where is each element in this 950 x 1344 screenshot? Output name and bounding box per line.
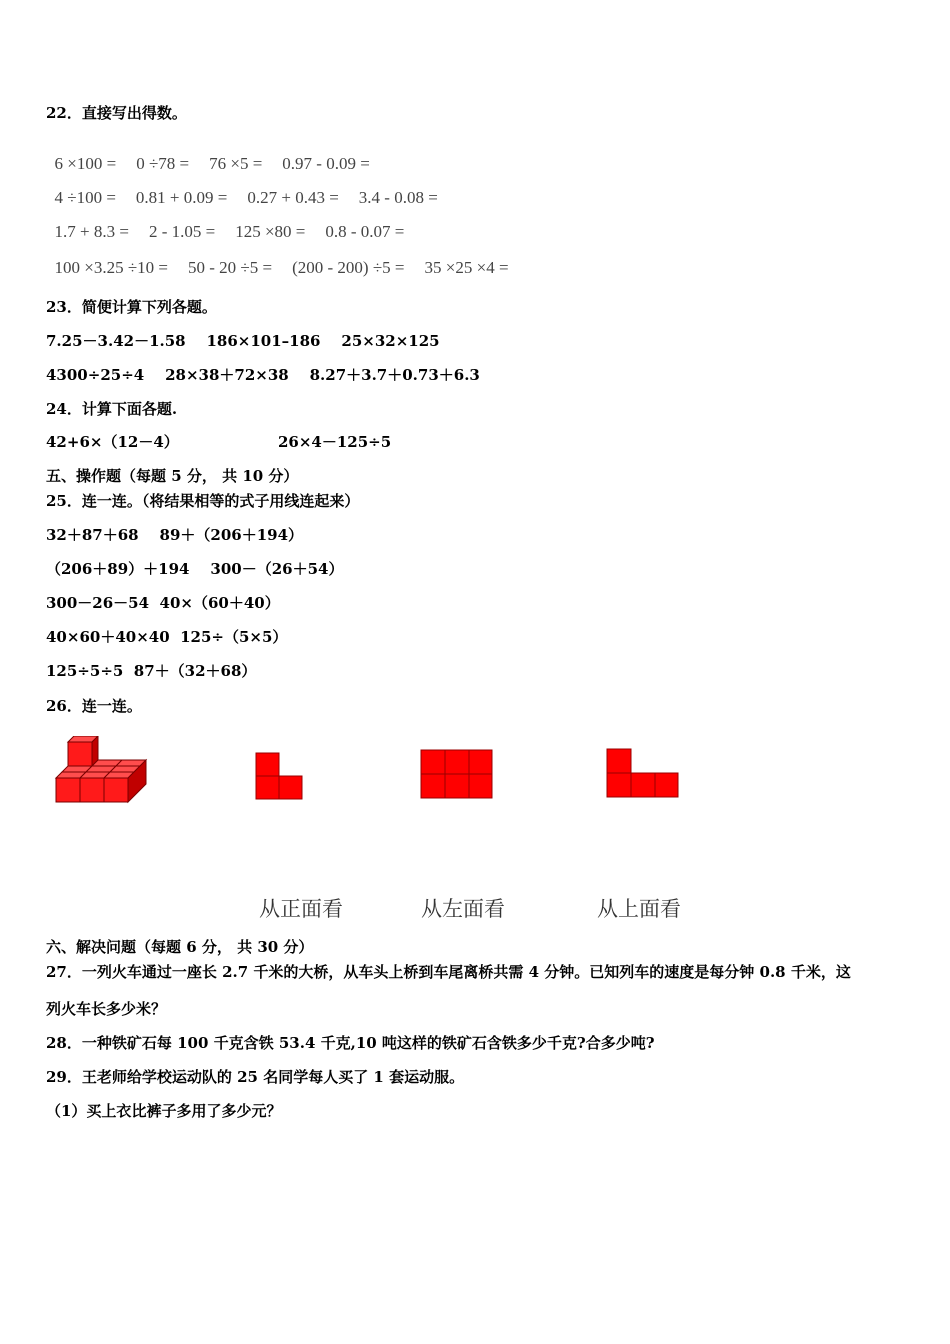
cube-stack-figure — [52, 736, 152, 812]
q22-item: 125 ×80 = — [235, 222, 306, 241]
left-view-shape — [420, 749, 494, 801]
q22-item: 3.4 - 0.08 = — [358, 188, 438, 207]
q25-line-4: 40×60＋40×40 125÷（5×5） — [46, 628, 288, 646]
section-5-heading: 五、操作题（每题 5 分， 共 10 分） — [46, 467, 299, 485]
label-front-view: 从正面看 — [259, 897, 343, 921]
q23-line-1: 7.25－3.42－1.58 186×101–186 25×32×125 — [46, 332, 440, 350]
q22-row-3 — [46, 202, 424, 242]
q22-item: 4 ÷100 = — [54, 188, 116, 207]
q22-item: (200 - 200) ÷5 = — [292, 258, 405, 277]
q22-title: 22．直接写出得数。 — [46, 104, 187, 122]
q29-title: 29．王老师给学校运动队的 25 名同学每人买了 1 套运动服。 — [46, 1068, 465, 1086]
q28-text: 28．一种铁矿石每 100 千克含铁 53.4 千克,10 吨这样的铁矿石含铁多少千克?合多少吨? — [46, 1034, 655, 1052]
top-view-shape — [606, 748, 680, 800]
label-top-view: 从上面看 — [597, 897, 681, 921]
q22-item: 1.7 + 8.3 = — [54, 222, 129, 241]
q22-item: 0 ÷78 = — [136, 154, 190, 173]
q22-item: 100 ×3.25 ÷10 = — [54, 258, 169, 277]
q22-item: 76 ×5 = — [209, 154, 263, 173]
q27-line-2: 列火车长多少米？ — [46, 1000, 167, 1018]
q22-row-4 — [46, 238, 529, 278]
q22-item: 0.81 + 0.09 = — [135, 188, 228, 207]
q25-line-5: 125÷5÷5 87＋（32＋68） — [46, 662, 257, 680]
q24-title: 24．计算下面各题. — [46, 400, 178, 418]
q25-title: 25．连一连。（将结果相等的式子用线连起来） — [46, 492, 360, 510]
q22-item: 2 - 1.05 = — [148, 222, 216, 241]
q22-item: 0.97 - 0.09 = — [282, 154, 370, 173]
q25-line-2: （206＋89）＋194 300－（26＋54） — [46, 560, 344, 578]
q22-item: 35 ×25 ×4 = — [424, 258, 509, 277]
q29-sub-1: （1）买上衣比裤子多用了多少元？ — [46, 1102, 282, 1120]
q26-title: 26．连一连。 — [46, 697, 142, 715]
q22-item: 50 - 20 ÷5 = — [188, 258, 273, 277]
front-view-shape — [255, 752, 305, 802]
q25-line-3: 300－26－54 40×（60＋40） — [46, 594, 280, 612]
q22-item: 0.8 - 0.07 = — [325, 222, 405, 241]
q24-line-1: 42+6×（12－4） 26×4－125÷5 — [46, 433, 392, 451]
q23-title: 23．简便计算下列各题。 — [46, 298, 217, 316]
q22-item: 6 ×100 = — [54, 154, 117, 173]
section-6-heading: 六、解决问题（每题 6 分， 共 30 分） — [46, 938, 314, 956]
q25-line-1: 32＋87＋68 89＋（206＋194） — [46, 526, 304, 544]
label-left-view: 从左面看 — [421, 897, 505, 921]
q22-item: 0.27 + 0.43 = — [247, 188, 339, 207]
q27-line-1: 27．一列火车通过一座长 2.7 千米的大桥，从车头上桥到车尾离桥共需 4 分钟。已知列车的速度是每分钟 0.8 千米，这 — [46, 963, 851, 981]
q23-line-2: 4300÷25÷4 28×38＋72×38 8.27＋3.7＋0.73＋6.3 — [46, 366, 480, 384]
